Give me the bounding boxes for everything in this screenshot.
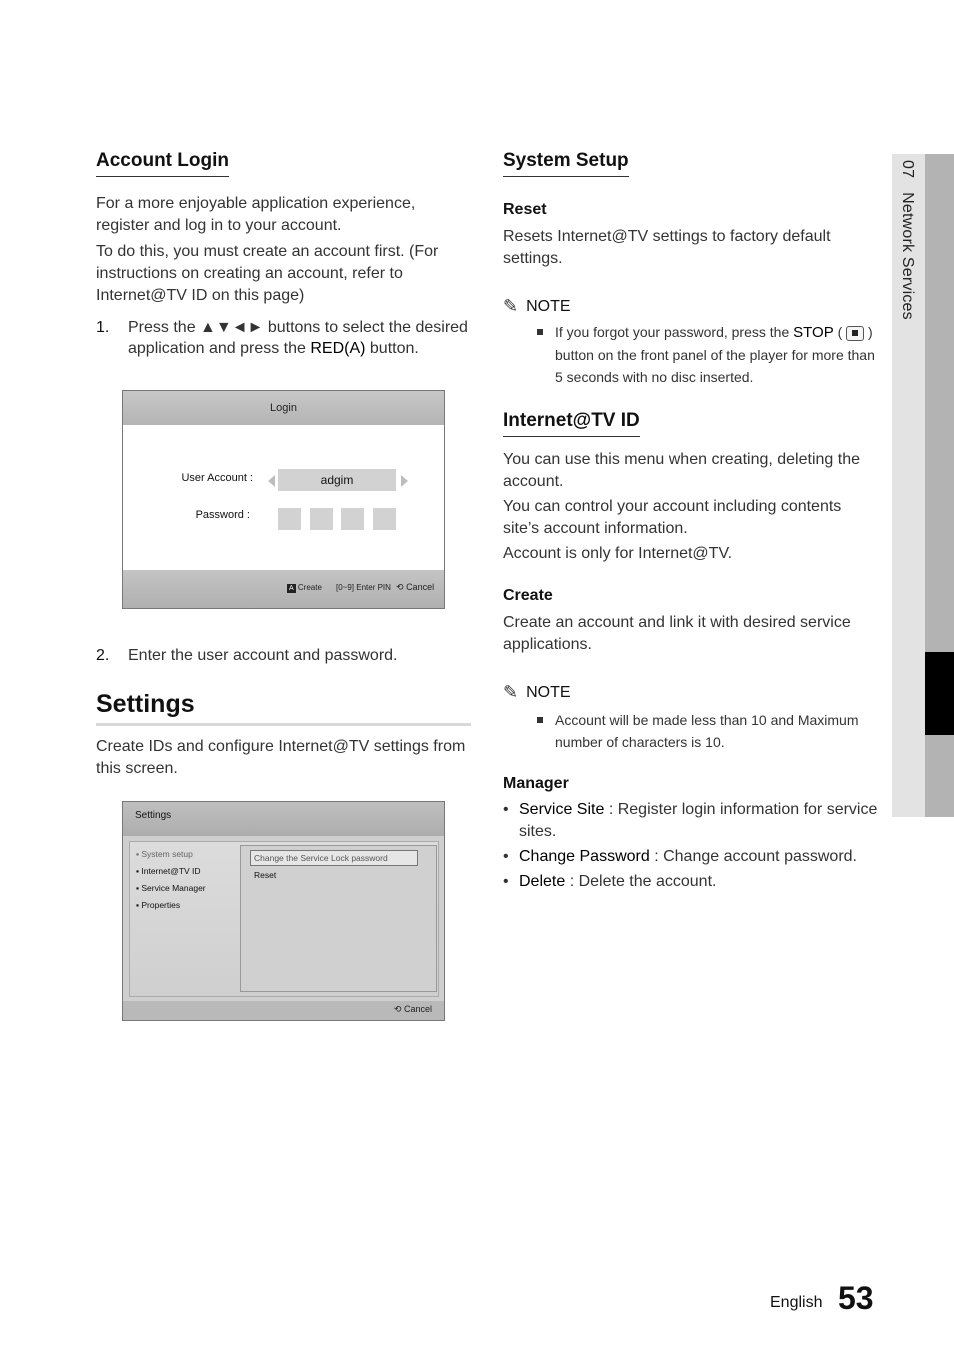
return-icon: ⟲ — [393, 1004, 402, 1014]
settings-menu — [136, 846, 206, 914]
step-2-text: Enter the user account and password. — [128, 647, 398, 664]
list-item: • Service Site : Register login information for service sites. — [503, 801, 878, 840]
create-text: Create an account and link it with desired service applications. — [503, 614, 851, 653]
step-1-number: 1. — [96, 319, 110, 336]
reset-title: Reset — [503, 201, 547, 218]
footer-language: English — [770, 1294, 823, 1311]
note-heading-1: ✎ NOTE — [503, 296, 571, 316]
login-screen-footer — [123, 570, 444, 608]
stop-button-icon — [846, 326, 864, 341]
arrow-right-icon[interactable] — [401, 475, 408, 487]
option-change-lock-password[interactable]: Change the Service Lock password — [250, 850, 418, 866]
option-reset[interactable]: Reset — [254, 870, 277, 880]
bullet-square-icon — [537, 717, 543, 723]
bullet-square-icon — [537, 329, 543, 335]
list-item: • Change Password : Change account password. — [503, 848, 857, 865]
menu-item-service-manager[interactable]: ▪ Service Manager — [136, 883, 206, 893]
step-2-number: 2. — [96, 647, 110, 664]
settings-screen-footer — [123, 1001, 444, 1020]
red-a-key-icon: A — [289, 585, 294, 592]
settings-heading: Settings — [96, 690, 471, 726]
page-number: 53 — [838, 1280, 874, 1316]
chapter-tab-marker — [925, 652, 954, 735]
enter-pin-hint: [0~9] Enter PIN — [336, 583, 391, 592]
internet-tv-id-heading: Internet@TV ID — [503, 410, 640, 437]
note-item-2: Account will be made less than 10 and Maximum number of characters is 10. — [537, 709, 878, 753]
pin-box-3[interactable] — [341, 508, 364, 530]
login-screen — [122, 390, 445, 609]
pin-box-1[interactable] — [278, 508, 301, 530]
reset-text: Resets Internet@TV settings to factory default settings. — [503, 228, 831, 267]
menu-item-properties[interactable]: ▪ Properties — [136, 900, 181, 910]
settings-panel — [129, 841, 439, 997]
manager-title: Manager — [503, 775, 569, 792]
menu-item-internet-tv-id[interactable]: ▪ Internet@TV ID — [136, 866, 201, 876]
user-account-field[interactable]: adgim — [278, 469, 396, 491]
account-login-heading: Account Login — [96, 150, 229, 177]
settings-options-panel — [240, 845, 437, 992]
internet-tv-id-para1: You can use this menu when creating, deleting the account. — [503, 451, 860, 490]
pin-box-2[interactable] — [310, 508, 333, 530]
pin-box-4[interactable] — [373, 508, 396, 530]
account-login-para1: For a more enjoyable application experience, register and log in to your account. — [96, 195, 416, 234]
settings-screen-title: Settings — [123, 802, 444, 836]
internet-tv-id-para3: Account is only for Internet@TV. — [503, 545, 733, 562]
step-1 — [96, 317, 472, 359]
settings-section — [96, 690, 471, 780]
pencil-icon: ✎ — [503, 682, 519, 702]
manager-list — [503, 799, 878, 893]
list-item: • Delete : Delete the account. — [503, 873, 717, 890]
menu-item-system-setup[interactable]: ▪ System setup — [136, 849, 193, 859]
step-1-text: Press the ▲▼◄► buttons to select the desired application and press the RED(A) button. — [128, 319, 468, 357]
right-column — [503, 150, 878, 896]
arrow-left-icon[interactable] — [268, 475, 275, 487]
internet-tv-id-para2: You can control your account including contents site’s account information. — [503, 498, 842, 537]
settings-cancel-hint[interactable]: ⟲ Cancel — [393, 1004, 432, 1014]
system-setup-heading: System Setup — [503, 150, 629, 177]
login-screen-title: Login — [123, 391, 444, 425]
return-icon: ⟲ — [396, 582, 404, 592]
note-item-1: If you forgot your password, press the STOP ( ) button on the front panel of the player for more than 5 seconds with no disc inserted. — [537, 321, 878, 388]
settings-para: Create IDs and configure Internet@TV settings from this screen. — [96, 738, 466, 777]
user-account-label: User Account : — [181, 472, 253, 484]
account-login-para2: To do this, you must create an account first. (For instructions on creating an account, refer to Internet@TV ID on this page) — [96, 243, 439, 304]
cancel-hint[interactable]: ⟲ Cancel — [396, 582, 435, 592]
note-heading-2: ✎ NOTE — [503, 682, 571, 702]
create-hint[interactable]: A Create — [289, 583, 322, 592]
left-column — [96, 150, 472, 359]
chapter-title: 07 Network Services — [899, 160, 916, 320]
create-title: Create — [503, 587, 553, 604]
password-label: Password : — [195, 509, 250, 521]
step-2-block — [96, 645, 472, 666]
settings-screen — [122, 801, 445, 1021]
pencil-icon: ✎ — [503, 296, 519, 316]
step-2 — [96, 645, 472, 666]
